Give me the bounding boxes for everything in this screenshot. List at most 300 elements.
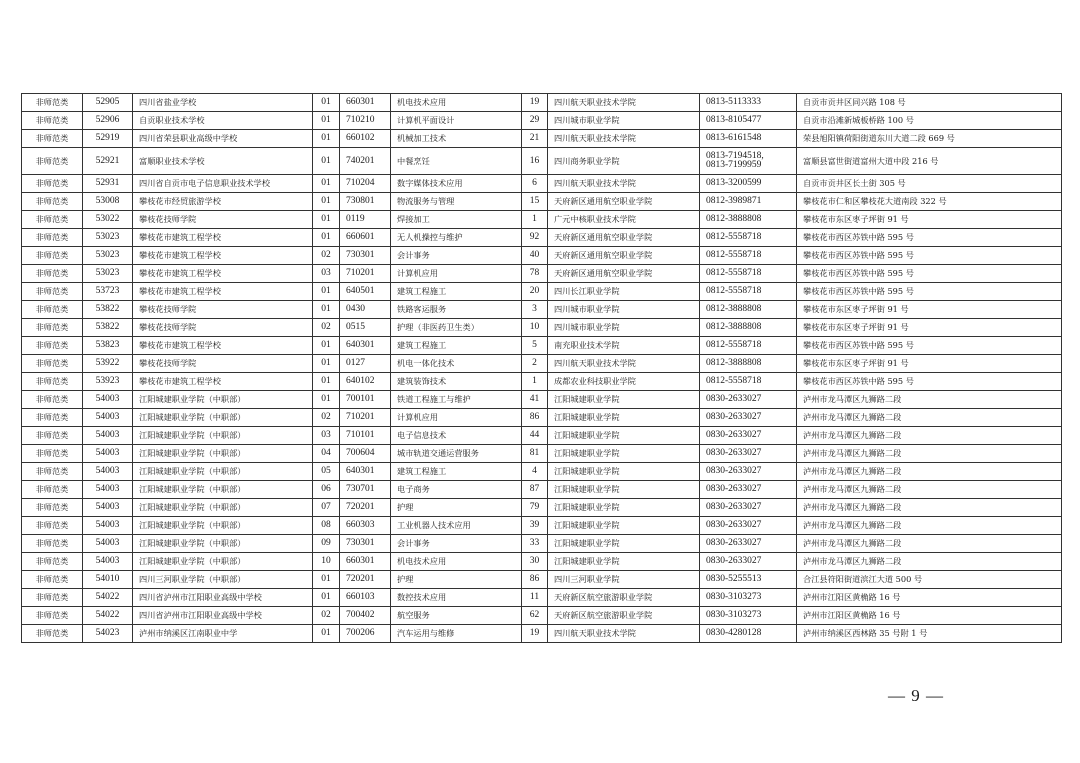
address-cell: 攀枝花市西区苏铁中路 595 号 — [797, 247, 1062, 265]
table-row — [22, 148, 1062, 175]
school-code-cell: 54003 — [83, 517, 133, 535]
major-seq-cell: 02 — [313, 247, 340, 265]
table-row — [22, 625, 1062, 643]
major-seq-cell: 07 — [313, 499, 340, 517]
major-name-cell: 机电技术应用 — [391, 553, 522, 571]
major-seq-cell: 06 — [313, 481, 340, 499]
quota-cell: 11 — [522, 589, 548, 607]
quota-cell: 15 — [522, 193, 548, 211]
major-seq-cell: 01 — [313, 301, 340, 319]
school-code-cell: 52921 — [83, 148, 133, 175]
quota-cell: 33 — [522, 535, 548, 553]
school-code-cell: 53723 — [83, 283, 133, 301]
school-name-cell: 江阳城建职业学院（中职部） — [133, 481, 313, 499]
major-seq-cell: 01 — [313, 391, 340, 409]
partner-college-cell: 江阳城建职业学院 — [548, 445, 700, 463]
quota-cell: 40 — [522, 247, 548, 265]
school-code-cell: 54022 — [83, 589, 133, 607]
partner-college-cell: 四川城市职业学院 — [548, 112, 700, 130]
phone-cell: 0830-4280128 — [700, 625, 797, 643]
phone-cell: 0830-2633027 — [700, 517, 797, 535]
table-row — [22, 607, 1062, 625]
school-code-cell: 54003 — [83, 481, 133, 499]
phone-cell: 0830-2633027 — [700, 445, 797, 463]
phone-cell — [700, 148, 797, 175]
major-code-cell: 640301 — [340, 463, 391, 481]
phone-cell: 0813-8105477 — [700, 112, 797, 130]
partner-college-cell: 江阳城建职业学院 — [548, 427, 700, 445]
quota-cell: 41 — [522, 391, 548, 409]
address-cell: 泸州市江阳区黄桷路 16 号 — [797, 589, 1062, 607]
partner-college-cell: 南充职业技术学院 — [548, 337, 700, 355]
quota-cell: 30 — [522, 553, 548, 571]
major-name-cell: 数控技术应用 — [391, 589, 522, 607]
category-cell: 非师范类 — [22, 130, 83, 148]
quota-cell: 3 — [522, 301, 548, 319]
major-code-cell: 700604 — [340, 445, 391, 463]
phone-cell: 0812-5558718 — [700, 247, 797, 265]
table-row — [22, 373, 1062, 391]
quota-cell: 1 — [522, 211, 548, 229]
category-cell: 非师范类 — [22, 94, 83, 112]
partner-college-cell: 四川航天职业技术学院 — [548, 175, 700, 193]
category-cell: 非师范类 — [22, 427, 83, 445]
partner-college-cell: 四川三河职业学院 — [548, 571, 700, 589]
major-code-cell: 660103 — [340, 589, 391, 607]
phone-cell: 0813-5113333 — [700, 94, 797, 112]
school-code-cell: 54022 — [83, 607, 133, 625]
partner-college-cell: 天府新区通用航空职业学院 — [548, 265, 700, 283]
major-seq-cell: 05 — [313, 463, 340, 481]
phone-cell: 0830-5255513 — [700, 571, 797, 589]
table-row — [22, 571, 1062, 589]
major-name-cell: 护理 — [391, 571, 522, 589]
school-name-cell: 攀枝花市建筑工程学校 — [133, 265, 313, 283]
partner-college-cell: 四川航天职业技术学院 — [548, 625, 700, 643]
phone-cell: 0830-2633027 — [700, 535, 797, 553]
partner-college-cell: 四川城市职业学院 — [548, 301, 700, 319]
major-seq-cell: 02 — [313, 409, 340, 427]
phone-cell: 0812-3989871 — [700, 193, 797, 211]
major-seq-cell: 01 — [313, 193, 340, 211]
school-code-cell: 54003 — [83, 535, 133, 553]
partner-college-cell: 江阳城建职业学院 — [548, 517, 700, 535]
school-code-cell: 54003 — [83, 391, 133, 409]
address-cell: 荣县旭阳镇荷阳街道东川大道二段 669 号 — [797, 130, 1062, 148]
category-cell: 非师范类 — [22, 337, 83, 355]
address-cell: 攀枝花市仁和区攀枝花大道南段 322 号 — [797, 193, 1062, 211]
major-name-cell: 无人机操控与维护 — [391, 229, 522, 247]
major-code-cell: 0127 — [340, 355, 391, 373]
address-cell: 泸州市龙马潭区九狮路二段 — [797, 553, 1062, 571]
category-cell: 非师范类 — [22, 535, 83, 553]
school-code-cell: 54010 — [83, 571, 133, 589]
school-code-cell: 54003 — [83, 445, 133, 463]
school-code-cell: 53823 — [83, 337, 133, 355]
school-code-cell: 54003 — [83, 499, 133, 517]
partner-college-cell: 江阳城建职业学院 — [548, 391, 700, 409]
phone-cell: 0830-2633027 — [700, 553, 797, 571]
address-cell: 自贡市沿滩新城板桥路 100 号 — [797, 112, 1062, 130]
school-name-cell: 江阳城建职业学院（中职部） — [133, 463, 313, 481]
major-code-cell: 700206 — [340, 625, 391, 643]
table-row — [22, 463, 1062, 481]
table-row — [22, 193, 1062, 211]
table-row — [22, 355, 1062, 373]
phone-cell: 0812-5558718 — [700, 373, 797, 391]
table-row — [22, 265, 1062, 283]
major-seq-cell: 01 — [313, 571, 340, 589]
address-cell: 泸州市龙马潭区九狮路二段 — [797, 391, 1062, 409]
school-name-cell: 攀枝花技师学院 — [133, 355, 313, 373]
major-seq-cell: 01 — [313, 112, 340, 130]
admissions-table — [21, 93, 1062, 643]
major-name-cell: 铁道工程施工与维护 — [391, 391, 522, 409]
major-code-cell: 720201 — [340, 571, 391, 589]
major-code-cell: 660303 — [340, 517, 391, 535]
phone-cell: 0812-5558718 — [700, 229, 797, 247]
partner-college-cell: 成都农业科技职业学院 — [548, 373, 700, 391]
quota-cell: 81 — [522, 445, 548, 463]
phone-cell: 0830-2633027 — [700, 391, 797, 409]
table-row — [22, 229, 1062, 247]
school-name-cell: 四川省泸州市江阳职业高级中学校 — [133, 607, 313, 625]
partner-college-cell: 四川城市职业学院 — [548, 319, 700, 337]
address-cell: 攀枝花市东区枣子坪街 91 号 — [797, 319, 1062, 337]
major-name-cell: 计算机应用 — [391, 409, 522, 427]
address-cell: 攀枝花市西区苏铁中路 595 号 — [797, 265, 1062, 283]
table-row — [22, 175, 1062, 193]
school-name-cell: 攀枝花市建筑工程学校 — [133, 373, 313, 391]
category-cell: 非师范类 — [22, 301, 83, 319]
category-cell: 非师范类 — [22, 445, 83, 463]
address-cell: 攀枝花市东区枣子坪街 91 号 — [797, 211, 1062, 229]
school-name-cell: 江阳城建职业学院（中职部） — [133, 391, 313, 409]
partner-college-cell: 天府新区航空旅游职业学院 — [548, 607, 700, 625]
major-seq-cell: 02 — [313, 319, 340, 337]
category-cell: 非师范类 — [22, 247, 83, 265]
phone-cell: 0830-2633027 — [700, 499, 797, 517]
category-cell: 非师范类 — [22, 607, 83, 625]
category-cell: 非师范类 — [22, 373, 83, 391]
phone-line: 0813-7199959 — [706, 160, 762, 170]
major-code-cell: 0515 — [340, 319, 391, 337]
major-name-cell: 汽车运用与维修 — [391, 625, 522, 643]
major-seq-cell: 01 — [313, 337, 340, 355]
partner-college-cell: 江阳城建职业学院 — [548, 553, 700, 571]
address-cell: 攀枝花市东区枣子坪街 91 号 — [797, 355, 1062, 373]
major-seq-cell: 01 — [313, 211, 340, 229]
major-name-cell: 机电技术应用 — [391, 94, 522, 112]
major-seq-cell: 01 — [313, 625, 340, 643]
major-seq-cell: 01 — [313, 175, 340, 193]
category-cell: 非师范类 — [22, 481, 83, 499]
school-code-cell: 53822 — [83, 301, 133, 319]
school-name-cell: 四川省自贡市电子信息职业技术学校 — [133, 175, 313, 193]
major-name-cell: 建筑工程施工 — [391, 337, 522, 355]
table-row — [22, 319, 1062, 337]
major-seq-cell: 01 — [313, 148, 340, 175]
school-name-cell: 四川省荣县职业高级中学校 — [133, 130, 313, 148]
school-code-cell: 52919 — [83, 130, 133, 148]
school-name-cell: 江阳城建职业学院（中职部） — [133, 409, 313, 427]
school-code-cell: 54003 — [83, 409, 133, 427]
school-code-cell: 53023 — [83, 247, 133, 265]
school-code-cell: 53022 — [83, 211, 133, 229]
address-cell: 泸州市龙马潭区九狮路二段 — [797, 499, 1062, 517]
table-row — [22, 535, 1062, 553]
major-seq-cell: 01 — [313, 283, 340, 301]
address-cell: 泸州市江阳区黄桷路 16 号 — [797, 607, 1062, 625]
partner-college-cell: 天府新区通用航空职业学院 — [548, 193, 700, 211]
major-name-cell: 中餐烹饪 — [391, 148, 522, 175]
partner-college-cell: 广元中核职业技术学院 — [548, 211, 700, 229]
partner-college-cell: 江阳城建职业学院 — [548, 499, 700, 517]
school-name-cell: 四川省盐业学校 — [133, 94, 313, 112]
quota-cell: 1 — [522, 373, 548, 391]
phone-cell: 0812-3888808 — [700, 319, 797, 337]
major-name-cell: 城市轨道交通运营服务 — [391, 445, 522, 463]
school-name-cell: 四川省泸州市江阳职业高级中学校 — [133, 589, 313, 607]
school-code-cell: 53922 — [83, 355, 133, 373]
category-cell: 非师范类 — [22, 355, 83, 373]
address-cell: 泸州市龙马潭区九狮路二段 — [797, 409, 1062, 427]
major-code-cell: 660301 — [340, 94, 391, 112]
phone-cell: 0830-2633027 — [700, 481, 797, 499]
major-name-cell: 机械加工技术 — [391, 130, 522, 148]
major-name-cell: 数字媒体技术应用 — [391, 175, 522, 193]
school-name-cell: 江阳城建职业学院（中职部） — [133, 553, 313, 571]
major-name-cell: 护理（非医药卫生类） — [391, 319, 522, 337]
school-name-cell: 攀枝花市建筑工程学校 — [133, 247, 313, 265]
major-code-cell: 730301 — [340, 535, 391, 553]
quota-cell: 16 — [522, 148, 548, 175]
partner-college-cell: 江阳城建职业学院 — [548, 409, 700, 427]
category-cell: 非师范类 — [22, 391, 83, 409]
category-cell: 非师范类 — [22, 571, 83, 589]
category-cell: 非师范类 — [22, 112, 83, 130]
major-code-cell: 640301 — [340, 337, 391, 355]
partner-college-cell: 天府新区通用航空职业学院 — [548, 247, 700, 265]
category-cell: 非师范类 — [22, 211, 83, 229]
major-seq-cell: 10 — [313, 553, 340, 571]
major-name-cell: 会计事务 — [391, 535, 522, 553]
category-cell: 非师范类 — [22, 589, 83, 607]
major-name-cell: 会计事务 — [391, 247, 522, 265]
category-cell: 非师范类 — [22, 265, 83, 283]
school-name-cell: 自贡职业技术学校 — [133, 112, 313, 130]
category-cell: 非师范类 — [22, 193, 83, 211]
major-name-cell: 物流服务与管理 — [391, 193, 522, 211]
table-row — [22, 94, 1062, 112]
table-row — [22, 283, 1062, 301]
major-code-cell: 730801 — [340, 193, 391, 211]
category-cell: 非师范类 — [22, 625, 83, 643]
table-row — [22, 211, 1062, 229]
partner-college-cell: 四川航天职业技术学院 — [548, 94, 700, 112]
quota-cell: 62 — [522, 607, 548, 625]
school-code-cell: 52905 — [83, 94, 133, 112]
major-seq-cell: 01 — [313, 130, 340, 148]
major-code-cell: 0430 — [340, 301, 391, 319]
major-code-cell: 710201 — [340, 265, 391, 283]
table-row — [22, 301, 1062, 319]
phone-cell: 0830-3103273 — [700, 589, 797, 607]
phone-cell: 0812-3888808 — [700, 355, 797, 373]
major-code-cell: 700402 — [340, 607, 391, 625]
school-code-cell: 54003 — [83, 427, 133, 445]
partner-college-cell: 天府新区通用航空职业学院 — [548, 229, 700, 247]
partner-college-cell: 江阳城建职业学院 — [548, 463, 700, 481]
school-name-cell: 四川三河职业学院（中职部） — [133, 571, 313, 589]
phone-line: 0813-7194518, — [706, 151, 764, 161]
phone-cell: 0830-2633027 — [700, 427, 797, 445]
major-code-cell: 0119 — [340, 211, 391, 229]
major-code-cell: 640102 — [340, 373, 391, 391]
address-cell: 攀枝花市西区苏铁中路 595 号 — [797, 283, 1062, 301]
address-cell: 泸州市龙马潭区九狮路二段 — [797, 481, 1062, 499]
partner-college-cell: 四川长江职业学院 — [548, 283, 700, 301]
partner-college-cell: 天府新区航空旅游职业学院 — [548, 589, 700, 607]
table-body — [22, 94, 1062, 643]
major-code-cell: 660102 — [340, 130, 391, 148]
school-name-cell: 江阳城建职业学院（中职部） — [133, 427, 313, 445]
category-cell: 非师范类 — [22, 499, 83, 517]
quota-cell: 87 — [522, 481, 548, 499]
phone-cell: 0812-3888808 — [700, 301, 797, 319]
address-cell: 攀枝花市西区苏铁中路 595 号 — [797, 373, 1062, 391]
quota-cell: 44 — [522, 427, 548, 445]
category-cell: 非师范类 — [22, 517, 83, 535]
school-code-cell: 54003 — [83, 553, 133, 571]
category-cell: 非师范类 — [22, 229, 83, 247]
school-name-cell: 江阳城建职业学院（中职部） — [133, 535, 313, 553]
school-name-cell: 攀枝花市建筑工程学校 — [133, 283, 313, 301]
admissions-table-page — [21, 93, 1061, 643]
major-code-cell: 700101 — [340, 391, 391, 409]
major-code-cell: 660301 — [340, 553, 391, 571]
table-row — [22, 427, 1062, 445]
address-cell: 攀枝花市西区苏铁中路 595 号 — [797, 337, 1062, 355]
major-seq-cell: 02 — [313, 607, 340, 625]
partner-college-cell: 江阳城建职业学院 — [548, 481, 700, 499]
major-name-cell: 机电一体化技术 — [391, 355, 522, 373]
category-cell: 非师范类 — [22, 553, 83, 571]
quota-cell: 79 — [522, 499, 548, 517]
school-code-cell: 53023 — [83, 229, 133, 247]
address-cell: 攀枝花市西区苏铁中路 595 号 — [797, 229, 1062, 247]
major-name-cell: 计算机平面设计 — [391, 112, 522, 130]
school-code-cell: 54003 — [83, 463, 133, 481]
major-seq-cell: 01 — [313, 94, 340, 112]
table-row — [22, 481, 1062, 499]
major-name-cell: 电子商务 — [391, 481, 522, 499]
partner-college-cell: 江阳城建职业学院 — [548, 535, 700, 553]
major-seq-cell: 03 — [313, 427, 340, 445]
table-row — [22, 445, 1062, 463]
address-cell: 泸州市龙马潭区九狮路二段 — [797, 463, 1062, 481]
major-code-cell: 710210 — [340, 112, 391, 130]
category-cell: 非师范类 — [22, 463, 83, 481]
school-name-cell: 攀枝花市建筑工程学校 — [133, 337, 313, 355]
table-row — [22, 517, 1062, 535]
partner-college-cell: 四川航天职业技术学院 — [548, 355, 700, 373]
address-cell: 自贡市贡井区长土街 305 号 — [797, 175, 1062, 193]
quota-cell: 4 — [522, 463, 548, 481]
table-row — [22, 409, 1062, 427]
school-code-cell: 53008 — [83, 193, 133, 211]
school-code-cell: 53923 — [83, 373, 133, 391]
major-name-cell: 航空服务 — [391, 607, 522, 625]
phone-cell: 0812-5558718 — [700, 337, 797, 355]
major-name-cell: 焊接加工 — [391, 211, 522, 229]
major-seq-cell: 09 — [313, 535, 340, 553]
table-row — [22, 499, 1062, 517]
table-row — [22, 391, 1062, 409]
phone-cell: 0812-5558718 — [700, 283, 797, 301]
major-code-cell: 740201 — [340, 148, 391, 175]
school-name-cell: 富顺职业技术学校 — [133, 148, 313, 175]
school-name-cell: 江阳城建职业学院（中职部） — [133, 517, 313, 535]
quota-cell: 19 — [522, 625, 548, 643]
address-cell: 泸州市龙马潭区九狮路二段 — [797, 517, 1062, 535]
phone-cell: 0813-3200599 — [700, 175, 797, 193]
major-name-cell: 护理 — [391, 499, 522, 517]
address-cell: 富顺县富世街道富州大道中段 216 号 — [797, 148, 1062, 175]
category-cell: 非师范类 — [22, 409, 83, 427]
major-seq-cell: 08 — [313, 517, 340, 535]
major-name-cell: 建筑装饰技术 — [391, 373, 522, 391]
phone-cell: 0813-6161548 — [700, 130, 797, 148]
major-seq-cell: 03 — [313, 265, 340, 283]
school-code-cell: 53822 — [83, 319, 133, 337]
phone-cell: 0830-2633027 — [700, 463, 797, 481]
school-code-cell: 52931 — [83, 175, 133, 193]
school-name-cell: 攀枝花技师学院 — [133, 211, 313, 229]
quota-cell: 5 — [522, 337, 548, 355]
school-name-cell: 攀枝花市建筑工程学校 — [133, 229, 313, 247]
table-row — [22, 553, 1062, 571]
school-name-cell: 攀枝花技师学院 — [133, 319, 313, 337]
major-seq-cell: 01 — [313, 355, 340, 373]
address-cell: 泸州市龙马潭区九狮路二段 — [797, 427, 1062, 445]
major-code-cell: 710101 — [340, 427, 391, 445]
major-code-cell: 730701 — [340, 481, 391, 499]
address-cell: 攀枝花市东区枣子坪街 91 号 — [797, 301, 1062, 319]
major-code-cell: 710201 — [340, 409, 391, 427]
category-cell: 非师范类 — [22, 175, 83, 193]
quota-cell: 86 — [522, 409, 548, 427]
major-code-cell: 660601 — [340, 229, 391, 247]
quota-cell: 21 — [522, 130, 548, 148]
quota-cell: 20 — [522, 283, 548, 301]
quota-cell: 39 — [522, 517, 548, 535]
page-number: — 9 — — [888, 686, 944, 705]
school-code-cell: 52906 — [83, 112, 133, 130]
school-name-cell: 攀枝花技师学院 — [133, 301, 313, 319]
phone-cell: 0830-2633027 — [700, 409, 797, 427]
phone-cell: 0830-3103273 — [700, 607, 797, 625]
school-code-cell: 53023 — [83, 265, 133, 283]
major-name-cell: 工业机器人技术应用 — [391, 517, 522, 535]
phone-cell: 0812-3888808 — [700, 211, 797, 229]
address-cell: 泸州市纳溪区西林路 35 号附 1 号 — [797, 625, 1062, 643]
table-row — [22, 112, 1062, 130]
major-name-cell: 铁路客运服务 — [391, 301, 522, 319]
major-code-cell: 730301 — [340, 247, 391, 265]
category-cell: 非师范类 — [22, 148, 83, 175]
quota-cell: 2 — [522, 355, 548, 373]
